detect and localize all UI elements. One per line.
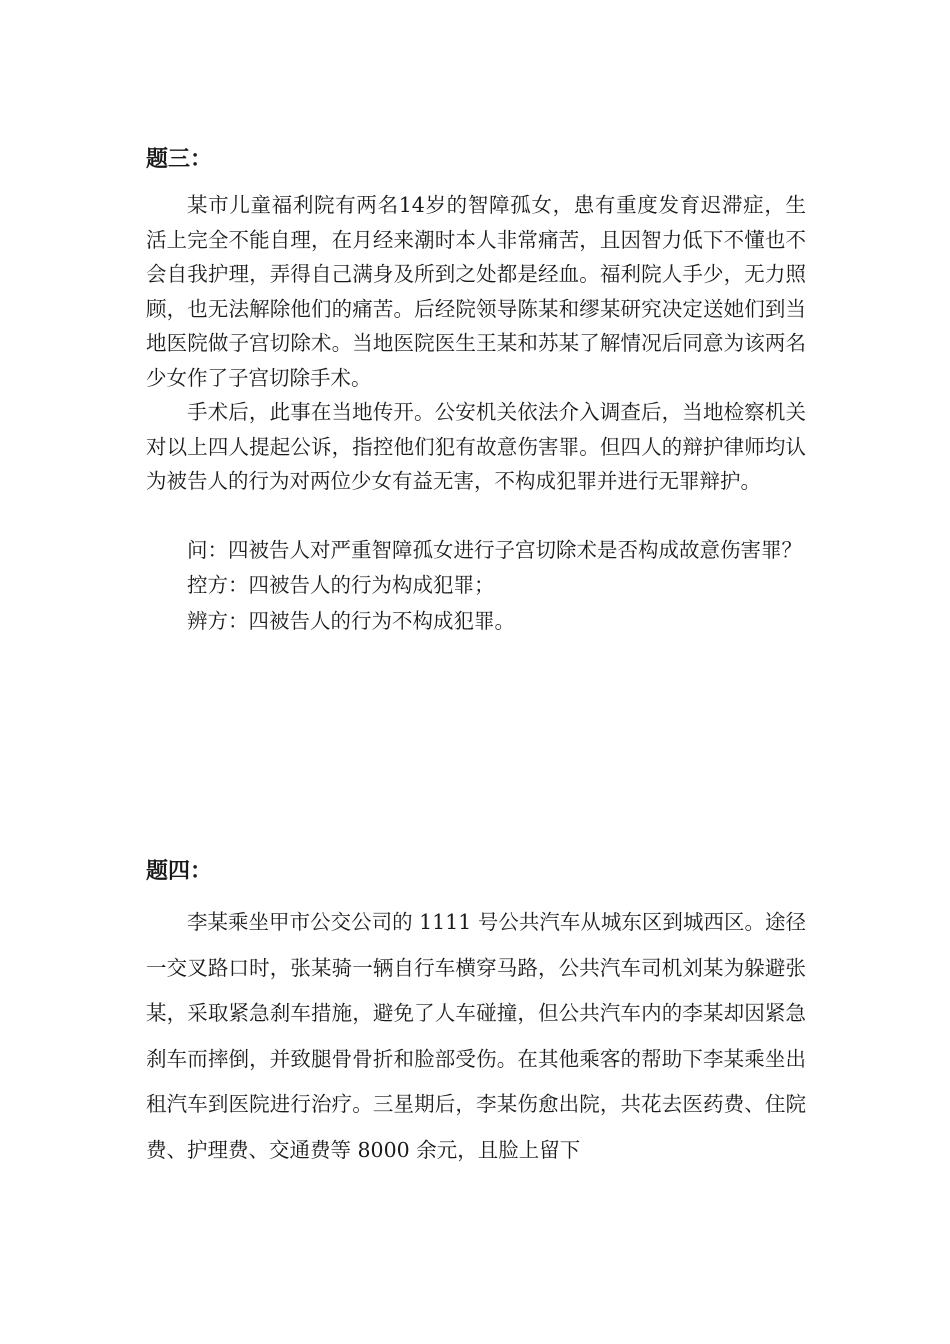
- case3-paragraph-2: 手术后，此事在当地传开。公安机关依法介入调查后，当地检察机关对以上四人提起公诉，指控他们犯有故意伤害罪。但四人的辩护律师均认为被告人的行为对两位少女有益无害，不构成犯罪并进行无罪辩护。: [146, 400, 806, 493]
- case3-prosecution: 控方：四被告人的行为构成犯罪；: [187, 573, 495, 597]
- case4-heading: 题四：: [146, 858, 213, 884]
- case3-heading: 题三：: [146, 146, 213, 172]
- case4-body: [146, 900, 806, 1173]
- case3-paragraph-1: 某市儿童福利院有两名14岁的智障孤女，患有重度发育迟滞症，生活上完全不能自理，在月经来潮时本人非常痛苦，且因智力低下不懂也不会自我护理，弄得自己满身及所到之处都是经血。福利院人手少，无力照顾，也无法解除他们的痛苦。后经院领导陈某和缪某研究决定送她们到当地医院做子宫切除术。当地医院医生王某和苏某了解情况后同意为该两名少女作了子宫切除手术。: [146, 193, 806, 390]
- case3-defense: 辨方：四被告人的行为不构成犯罪。: [187, 609, 515, 633]
- case3-body: [146, 188, 806, 639]
- spacer: [146, 499, 806, 533]
- case3-question: 问：四被告人对严重智障孤女进行子宫切除术是否构成故意伤害罪？: [187, 537, 802, 562]
- case4-paragraph: 李某乘坐甲市公交公司的 1111 号公共汽车从城东区到城西区。途径一交叉路口时，张某骑一辆自行车横穿马路，公共汽车司机刘某为躲避张某，采取紧急刹车措施，避免了人车碰撞，但公共汽车内的李某却因紧急刹车而摔倒，并致腿骨骨折和脸部受伤。在其他乘客的帮助下李某乘坐出租汽车到医院进行治疗。三星期后，李某伤愈出院，共花去医药费、住院费、护理费、交通费等 8000 余元，且脸上留下: [146, 910, 806, 1162]
